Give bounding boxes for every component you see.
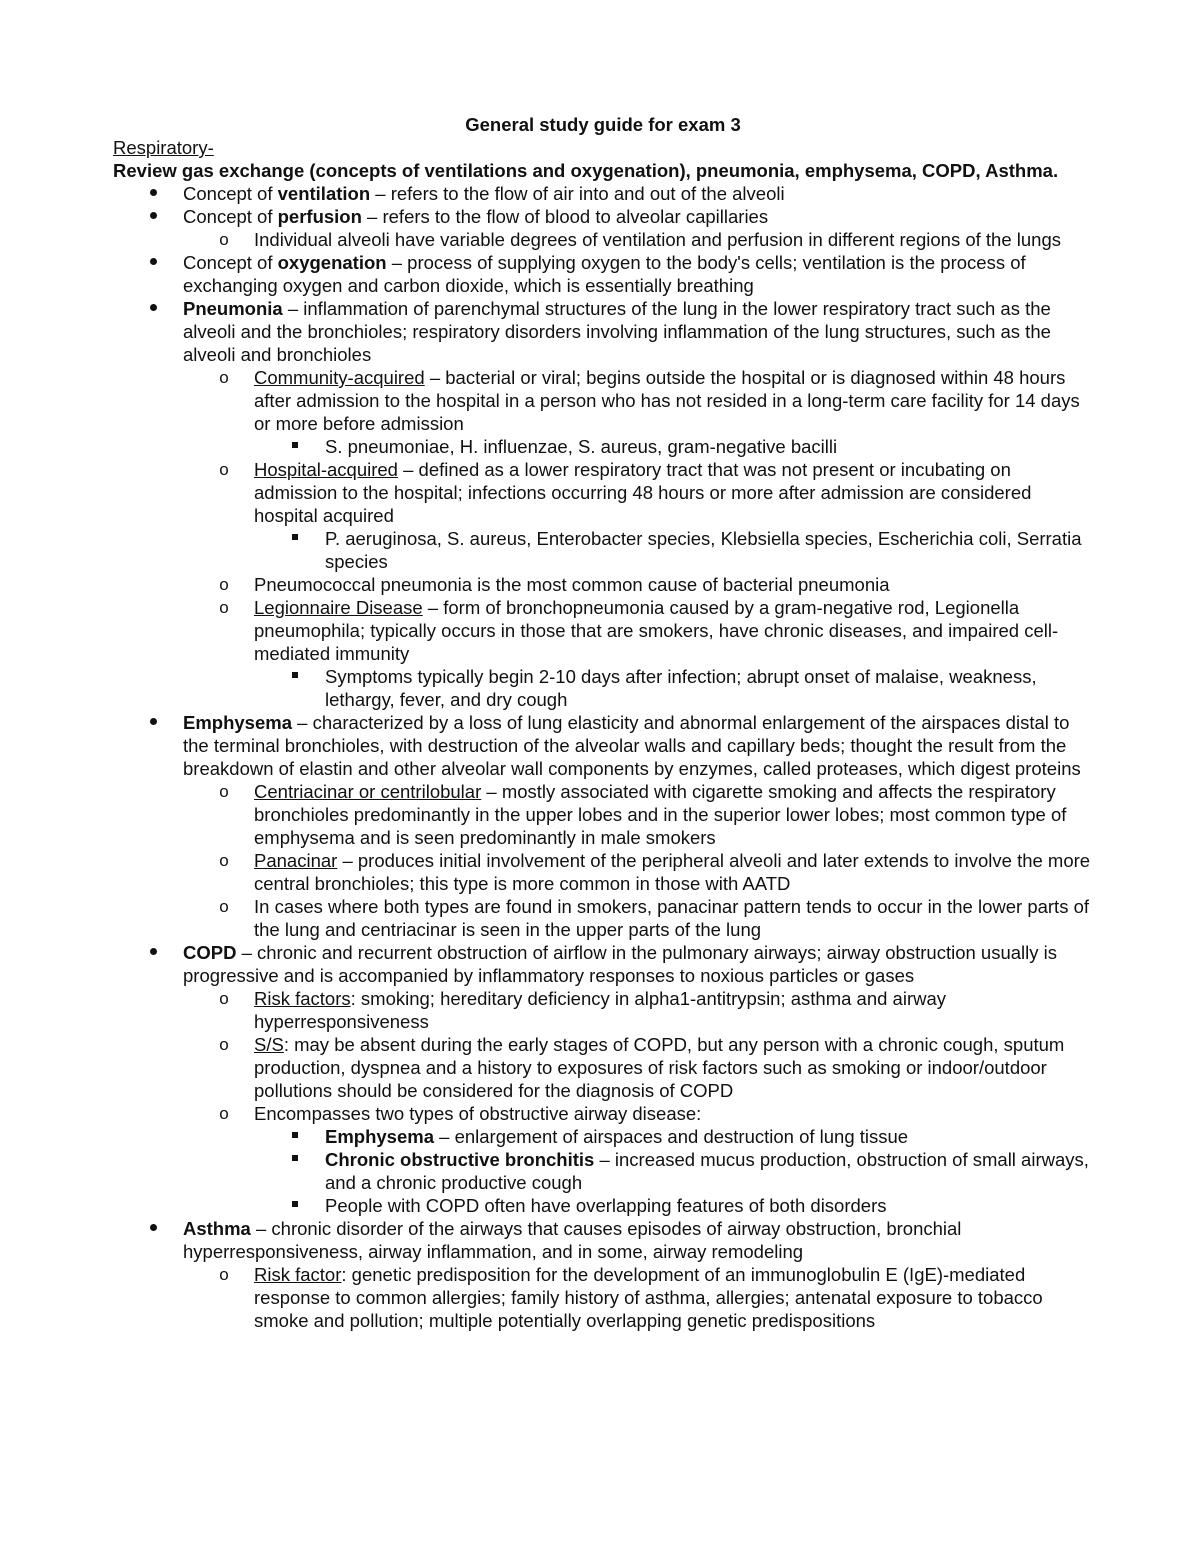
outline-item-level1 (113, 1217, 1093, 1263)
item-term: Emphysema (183, 712, 292, 733)
item-text: Symptoms typically begin 2-10 days after infection; abrupt onset of malaise, weakness, lethargy, fever, and dry cough (325, 666, 1037, 710)
outline-item-level3 (113, 1148, 1093, 1194)
item-text: – enlargement of airspaces and destruction of lung tissue (434, 1126, 909, 1147)
outline-item-level2 (113, 1263, 1093, 1332)
outline-item-level2 (113, 987, 1093, 1033)
item-text: – mostly associated with cigarette smoking and affects the respiratory bronchioles predominantly in the upper lobes and in the superior lower lobes; most common type of emphysema and is seen predominantly in male smokers (254, 781, 1067, 848)
item-term: Legionnaire Disease (254, 597, 423, 618)
item-term: perfusion (277, 206, 362, 227)
outline-item-level2 (113, 366, 1093, 435)
bullet-square-icon (285, 435, 305, 458)
outline-item-level2 (113, 458, 1093, 527)
item-text: – bacterial or viral; begins outside the hospital or is diagnosed within 48 hours after admission to the hospital in a person who has not resided in a long-term care facility for 14 days or more before admission (254, 367, 1080, 434)
item-text: – characterized by a loss of lung elasticity and abnormal enlargement of the airspaces distal to the terminal bronchioles, with destruction of the alveolar walls and capillary beds; thought the result from the breakdown of elastin and other alveolar wall components by enzymes, called proteases, which digest proteins (183, 712, 1081, 779)
bullet-square-icon (285, 1148, 305, 1171)
outline-item-level2 (113, 1033, 1093, 1102)
bullet-dot-icon (143, 297, 163, 320)
bullet-circle-icon: o (219, 460, 229, 479)
item-text: – chronic and recurrent obstruction of airflow in the pulmonary airways; airway obstruction usually is progressive and is accompanied by inflammatory responses to noxious particles or gases (183, 942, 1057, 986)
item-term: Panacinar (254, 850, 338, 871)
item-text: : genetic predisposition for the development of an immunoglobulin E (IgE)-mediated response to common allergies; family history of asthma, allergies; antenatal exposure to tobacco smoke and pollution; multiple potentially overlapping genetic predispositions (254, 1264, 1043, 1331)
section-heading: Respiratory- (113, 137, 214, 158)
item-term: Risk factor (254, 1264, 342, 1285)
item-prefix: Concept of (183, 183, 278, 204)
outline-list (113, 182, 1093, 1332)
outline-item-level3 (113, 1194, 1093, 1217)
bullet-circle-icon: o (219, 598, 229, 617)
item-term: Asthma (183, 1218, 251, 1239)
item-text: – refers to the flow of air into and out of the alveoli (370, 183, 785, 204)
item-term: Risk factors (254, 988, 351, 1009)
item-text: Encompasses two types of obstructive airway disease: (254, 1103, 702, 1124)
outline-item-level1 (113, 205, 1093, 228)
outline-item-level2 (113, 849, 1093, 895)
bullet-circle-icon: o (219, 1104, 229, 1123)
item-term: Hospital-acquired (254, 459, 398, 480)
outline-item-level2 (113, 895, 1093, 941)
item-prefix: Concept of (183, 206, 278, 227)
item-prefix: Concept of (183, 252, 278, 273)
bullet-dot-icon (143, 1217, 163, 1240)
outline-item-level3 (113, 435, 1093, 458)
bullet-dot-icon (143, 182, 163, 205)
item-term: Emphysema (325, 1126, 434, 1147)
outline-item-level2 (113, 596, 1093, 665)
outline-item-level2 (113, 228, 1093, 251)
item-text: – defined as a lower respiratory tract that was not present or incubating on admission to the hospital; infections occurring 48 hours or more after admission are considered hospital acquired (254, 459, 1032, 526)
outline-item-level2 (113, 573, 1093, 596)
item-text: – form of bronchopneumonia caused by a gram-negative rod, Legionella pneumophila; typically occurs in those that are smokers, have chronic diseases, and impaired cell-mediated immunity (254, 597, 1059, 664)
item-term: ventilation (277, 183, 371, 204)
item-text: Pneumococcal pneumonia is the most common cause of bacterial pneumonia (254, 574, 890, 595)
item-term: COPD (183, 942, 237, 963)
item-term: Pneumonia (183, 298, 283, 319)
item-text: P. aeruginosa, S. aureus, Enterobacter species, Klebsiella species, Escherichia coli, Serratia species (325, 528, 1082, 572)
item-text: – increased mucus production, obstruction of small airways, and a chronic productive cough (325, 1149, 1089, 1193)
item-text: – chronic disorder of the airways that causes episodes of airway obstruction, bronchial hyperresponsiveness, airway inflammation, and in some, airway remodeling (183, 1218, 962, 1262)
item-term: Community-acquired (254, 367, 425, 388)
outline-item-level2 (113, 780, 1093, 849)
item-text: People with COPD often have overlapping features of both disorders (325, 1195, 887, 1216)
item-text: : may be absent during the early stages of COPD, but any person with a chronic cough, sputum production, dyspnea and a history to exposures of risk factors such as smoking or indoor/outdoor pollutions should be considered for the diagnosis of COPD (254, 1034, 1065, 1101)
item-term: oxygenation (277, 252, 387, 273)
item-term: S/S (254, 1034, 284, 1055)
bullet-circle-icon: o (219, 1265, 229, 1284)
bullet-circle-icon: o (219, 897, 229, 916)
outline-item-level2 (113, 1102, 1093, 1125)
bullet-square-icon (285, 1125, 305, 1148)
item-text: : smoking; hereditary deficiency in alpha1-antitrypsin; asthma and airway hyperresponsiveness (254, 988, 947, 1032)
outline-item-level1 (113, 251, 1093, 297)
bullet-circle-icon: o (219, 851, 229, 870)
item-text: S. pneumoniae, H. influenzae, S. aureus, gram-negative bacilli (325, 436, 838, 457)
item-text: – inflammation of parenchymal structures of the lung in the lower respiratory tract such as the alveoli and the bronchioles; respiratory disorders involving inflammation of the lung structures, such as the alveoli and bronchioles (183, 298, 1051, 365)
bullet-circle-icon: o (219, 989, 229, 1008)
review-topics: Review gas exchange (concepts of ventilations and oxygenation), pneumonia, emphysema, COPD, Asthma. (113, 160, 1059, 181)
outline-item-level1 (113, 711, 1093, 780)
bullet-square-icon (285, 527, 305, 550)
item-text: – produces initial involvement of the peripheral alveoli and later extends to involve the more central bronchioles; this type is more common in those with AATD (254, 850, 1091, 894)
outline-item-level3 (113, 1125, 1093, 1148)
outline-item-level3 (113, 527, 1093, 573)
item-text: – refers to the flow of blood to alveolar capillaries (361, 206, 769, 227)
bullet-dot-icon (143, 941, 163, 964)
outline-item-level1 (113, 297, 1093, 366)
outline-item-level3 (113, 665, 1093, 711)
bullet-dot-icon (143, 711, 163, 734)
bullet-dot-icon (143, 251, 163, 274)
item-text: – process of supplying oxygen to the body's cells; ventilation is the process of exchanging oxygen and carbon dioxide, which is essentially breathing (183, 252, 1026, 296)
document-body (113, 113, 1093, 1332)
outline-item-level1 (113, 182, 1093, 205)
page-title: General study guide for exam 3 (465, 114, 741, 135)
bullet-circle-icon: o (219, 1035, 229, 1054)
bullet-circle-icon: o (219, 782, 229, 801)
bullet-square-icon (285, 1194, 305, 1217)
bullet-dot-icon (143, 205, 163, 228)
outline-item-level1 (113, 941, 1093, 987)
item-text: Individual alveoli have variable degrees of ventilation and perfusion in different regions of the lungs (254, 229, 1061, 250)
bullet-circle-icon: o (219, 368, 229, 387)
bullet-square-icon (285, 665, 305, 688)
item-term: Chronic obstructive bronchitis (325, 1149, 595, 1170)
item-term: Centriacinar or centrilobular (254, 781, 482, 802)
item-text: In cases where both types are found in smokers, panacinar pattern tends to occur in the lower parts of the lung and centriacinar is seen in the upper parts of the lung (254, 896, 1090, 940)
bullet-circle-icon: o (219, 230, 229, 249)
bullet-circle-icon: o (219, 575, 229, 594)
